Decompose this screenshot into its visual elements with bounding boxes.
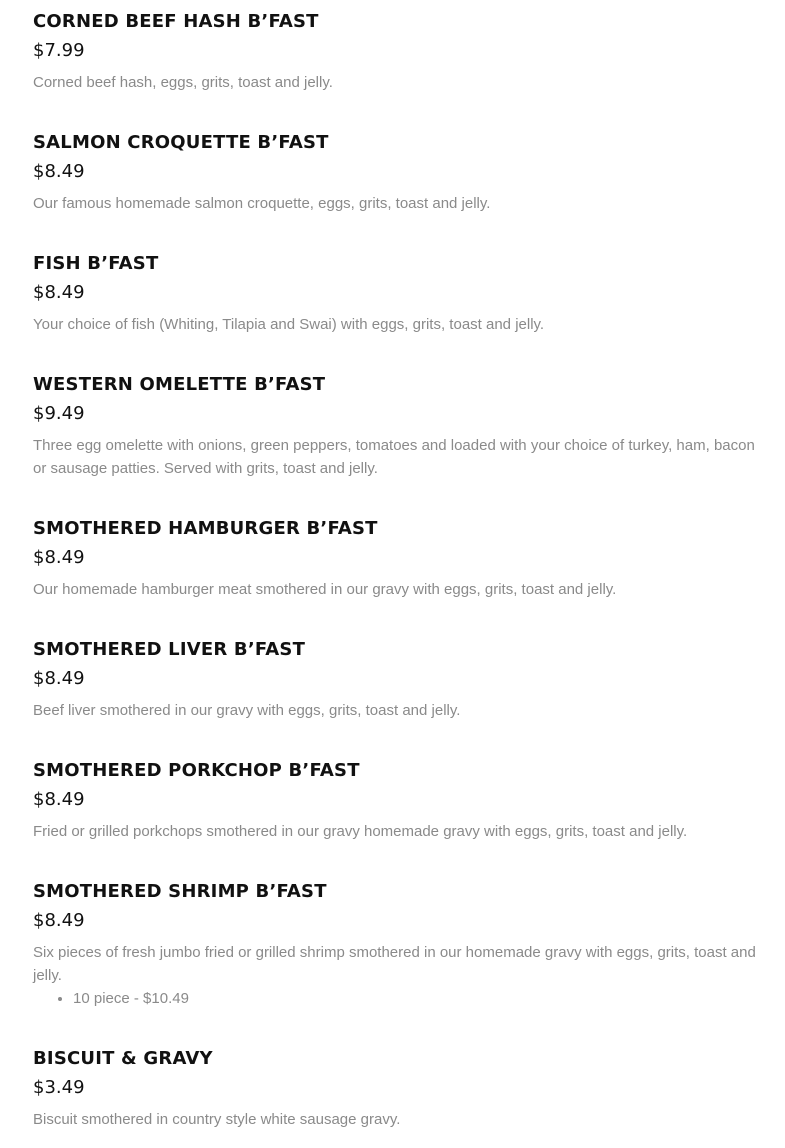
item-price: $8.49 <box>33 910 85 931</box>
item-description: Three egg omelette with onions, green peppers, tomatoes and loaded with your choice of turkey, ham, bacon or sausage patties. Served with grits, toast and jelly. <box>33 437 755 477</box>
item-description: Biscuit smothered in country style white sausage gravy. <box>33 1111 401 1128</box>
item-name: FISH B’FAST <box>33 253 159 274</box>
menu-item-western-omelette <box>33 373 758 517</box>
menu-item-biscuit-gravy <box>33 1047 758 1147</box>
item-description: Our homemade hamburger meat smothered in our gravy with eggs, grits, toast and jelly. <box>33 581 617 598</box>
item-price: $8.49 <box>33 161 85 182</box>
menu-item-smothered-hamburger <box>33 517 758 638</box>
item-name: SMOTHERED SHRIMP B’FAST <box>33 881 327 902</box>
item-option: • 10 piece - $10.49 <box>73 987 758 1010</box>
item-description: Your choice of fish (Whiting, Tilapia and Swai) with eggs, grits, toast and jelly. <box>33 316 545 333</box>
item-description: Beef liver smothered in our gravy with eggs, grits, toast and jelly. <box>33 702 461 719</box>
item-price: $9.49 <box>33 403 85 424</box>
item-name: SMOTHERED HAMBURGER B’FAST <box>33 518 378 539</box>
item-price: $8.49 <box>33 282 85 303</box>
item-price: $8.49 <box>33 547 85 568</box>
item-description: Six pieces of fresh jumbo fried or grilled shrimp smothered in our homemade gravy with eggs, grits, toast and jelly. <box>33 944 756 984</box>
item-options-list <box>33 987 758 1010</box>
menu-item-fish <box>33 252 758 373</box>
menu-list <box>33 10 758 1147</box>
menu-item-smothered-liver <box>33 638 758 759</box>
item-price: $7.99 <box>33 40 85 61</box>
item-description: Corned beef hash, eggs, grits, toast and jelly. <box>33 74 333 91</box>
item-description: Our famous homemade salmon croquette, eggs, grits, toast and jelly. <box>33 195 491 212</box>
menu-item-smothered-shrimp <box>33 880 758 1047</box>
item-name: WESTERN OMELETTE B’FAST <box>33 374 326 395</box>
item-name: SALMON CROQUETTE B’FAST <box>33 132 329 153</box>
item-price: $8.49 <box>33 789 85 810</box>
item-description: Fried or grilled porkchops smothered in our gravy homemade gravy with eggs, grits, toast and jelly. <box>33 823 688 840</box>
menu-item-salmon-croquette <box>33 131 758 252</box>
item-price: $3.49 <box>33 1077 85 1098</box>
menu-item-smothered-porkchop <box>33 759 758 880</box>
item-name: SMOTHERED LIVER B’FAST <box>33 639 306 660</box>
menu-item-corned-beef-hash <box>33 10 758 131</box>
item-name: BISCUIT & GRAVY <box>33 1048 213 1069</box>
item-name: SMOTHERED PORKCHOP B’FAST <box>33 760 360 781</box>
item-name: CORNED BEEF HASH B’FAST <box>33 11 319 32</box>
item-price: $8.49 <box>33 668 85 689</box>
